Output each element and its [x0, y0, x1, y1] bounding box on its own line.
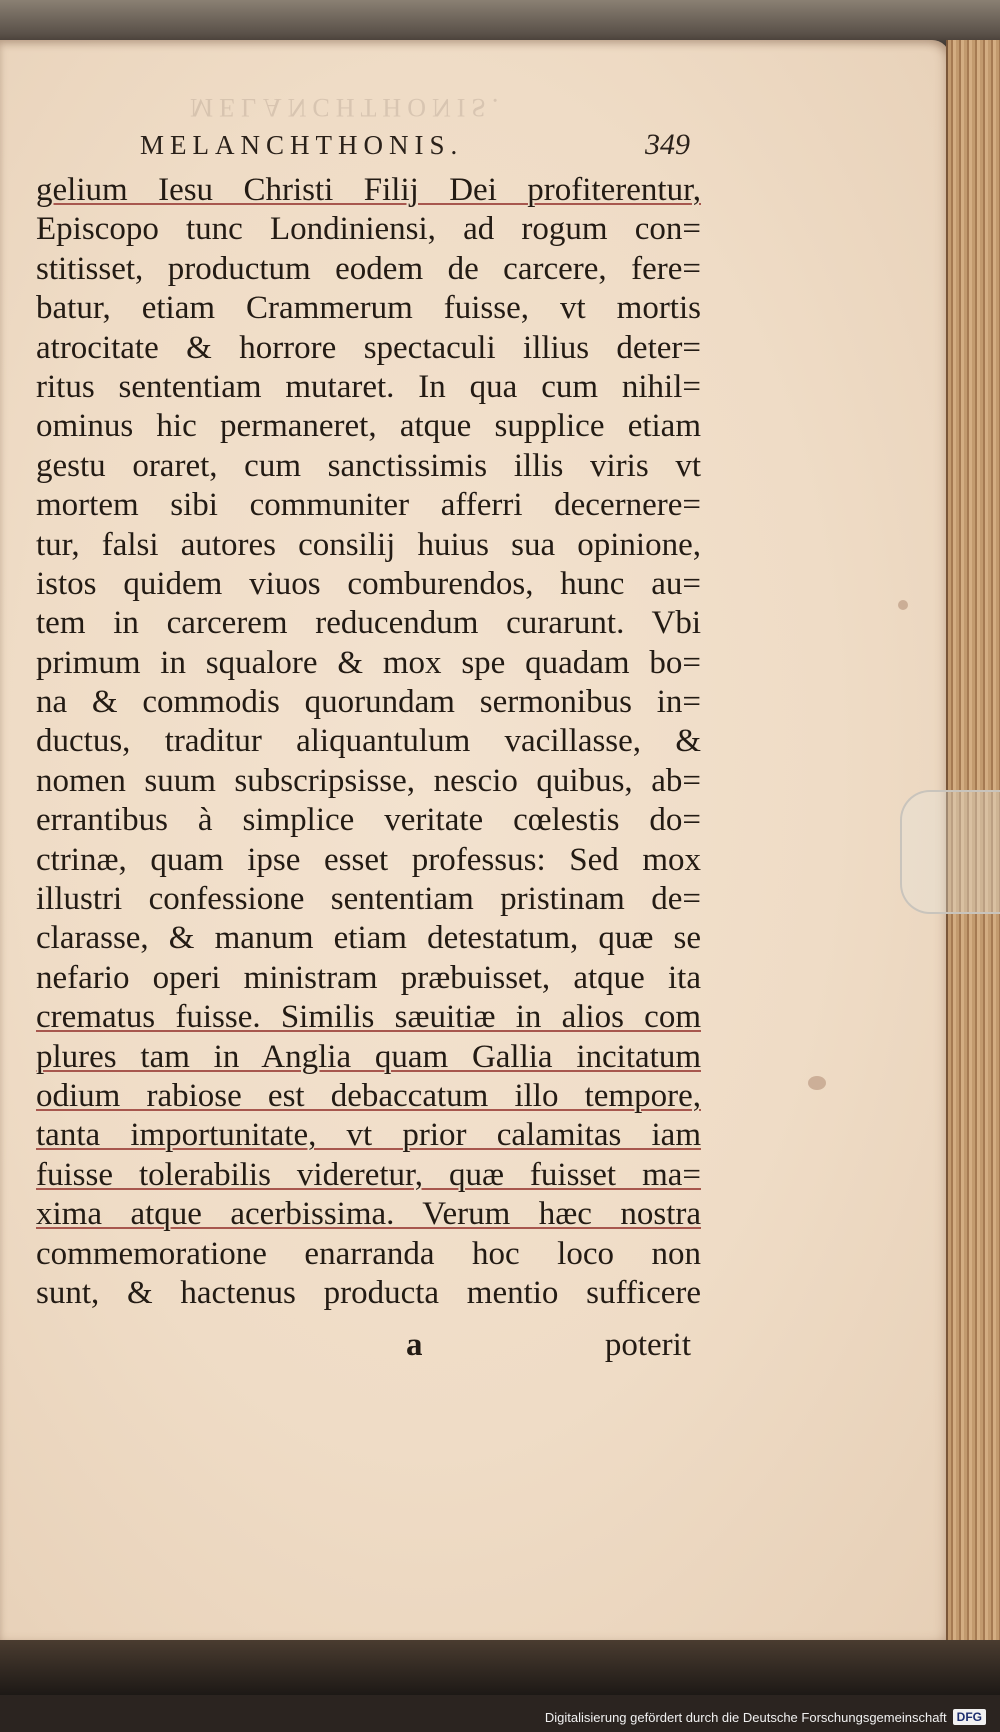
text-line: sunt, & hactenus producta mentio sufficere — [36, 1274, 701, 1311]
catch-line — [36, 1327, 701, 1367]
running-title: MELANCHTHONIS. — [140, 130, 464, 160]
text-line: fuisse tolerabilis videretur, quæ fuisset ma= — [36, 1156, 701, 1193]
text-line: istos quidem viuos comburendos, hunc au= — [36, 565, 701, 602]
text-line: crematus fuisse. Similis sæuitiæ in alios com — [36, 999, 701, 1036]
digitization-footer — [545, 1704, 986, 1730]
text-line: atrocitate & horrore spectaculi illius deter= — [36, 329, 701, 366]
footer-credit: Digitalisierung gefördert durch die Deutsche Forschungsgemeinschaft — [544, 1709, 947, 1725]
text-line: nefario operi ministram præbuisset, atque ita — [36, 959, 701, 996]
text-line: gestu oraret, cum sanctissimis illis viris vt — [36, 447, 701, 484]
text-line: batur, etiam Crammerum fuisse, vt mortis — [36, 290, 701, 327]
text-line: tanta importunitate, vt prior calamitas iam — [36, 1117, 701, 1154]
text-line: clarasse, & manum etiam detestatum, quæ se — [36, 920, 701, 957]
text-line: ominus hic permaneret, atque supplice etiam — [36, 408, 701, 445]
text-line: mortem sibi communiter afferri decernere= — [36, 487, 701, 524]
text-line: ctrinæ, quam ipse esset professus: Sed mox — [36, 841, 701, 878]
page-clip — [900, 790, 1000, 914]
running-head — [140, 128, 690, 168]
text-line: tur, falsi autores consilij huius sua opinione, — [36, 526, 701, 563]
catchword: poterit — [604, 1327, 691, 1363]
text-line: tem in carcerem reducendum curarunt. Vbi — [36, 605, 701, 642]
text-line: odium rabiose est debaccatum illo tempore, — [36, 1077, 701, 1114]
text-line: stitisset, productum eodem de carcere, fere= — [36, 250, 701, 287]
text-line: gelium Iesu Christi Filij Dei profiterentur, — [36, 172, 701, 208]
show-through-text: MELANCHTHONIS. — [190, 93, 505, 122]
page-number: 349 — [645, 128, 690, 161]
text-line: illustri confessione sententiam pristinam de= — [36, 881, 701, 918]
text-line: primum in squalore & mox spe quadam bo= — [36, 644, 701, 681]
text-line: xima atque acerbissima. Verum hæc nostra — [36, 1196, 701, 1233]
text-line: ductus, traditur aliquantulum vacillasse, & — [36, 723, 701, 760]
dfg-logo: DFG — [953, 1709, 986, 1725]
scan-background-bottom — [0, 1640, 1000, 1695]
text-line: errantibus à simplice veritate cœlestis do= — [36, 802, 701, 839]
text-line: Episcopo tunc Londiniensi, ad rogum con= — [36, 211, 701, 248]
text-line: commemoratione enarranda hoc loco non — [36, 1235, 701, 1272]
text-line: nomen suum subscripsisse, nescio quibus, ab= — [36, 762, 701, 799]
signature-mark: a — [406, 1327, 423, 1363]
text-line: ritus sententiam mutaret. In qua cum nihil= — [36, 368, 701, 405]
paper-stain — [898, 600, 908, 610]
text-line: na & commodis quorundam sermonibus in= — [36, 684, 701, 721]
paper-stain — [808, 1076, 826, 1090]
text-line: plures tam in Anglia quam Gallia incitatum — [36, 1038, 701, 1075]
body-text — [36, 171, 701, 1313]
